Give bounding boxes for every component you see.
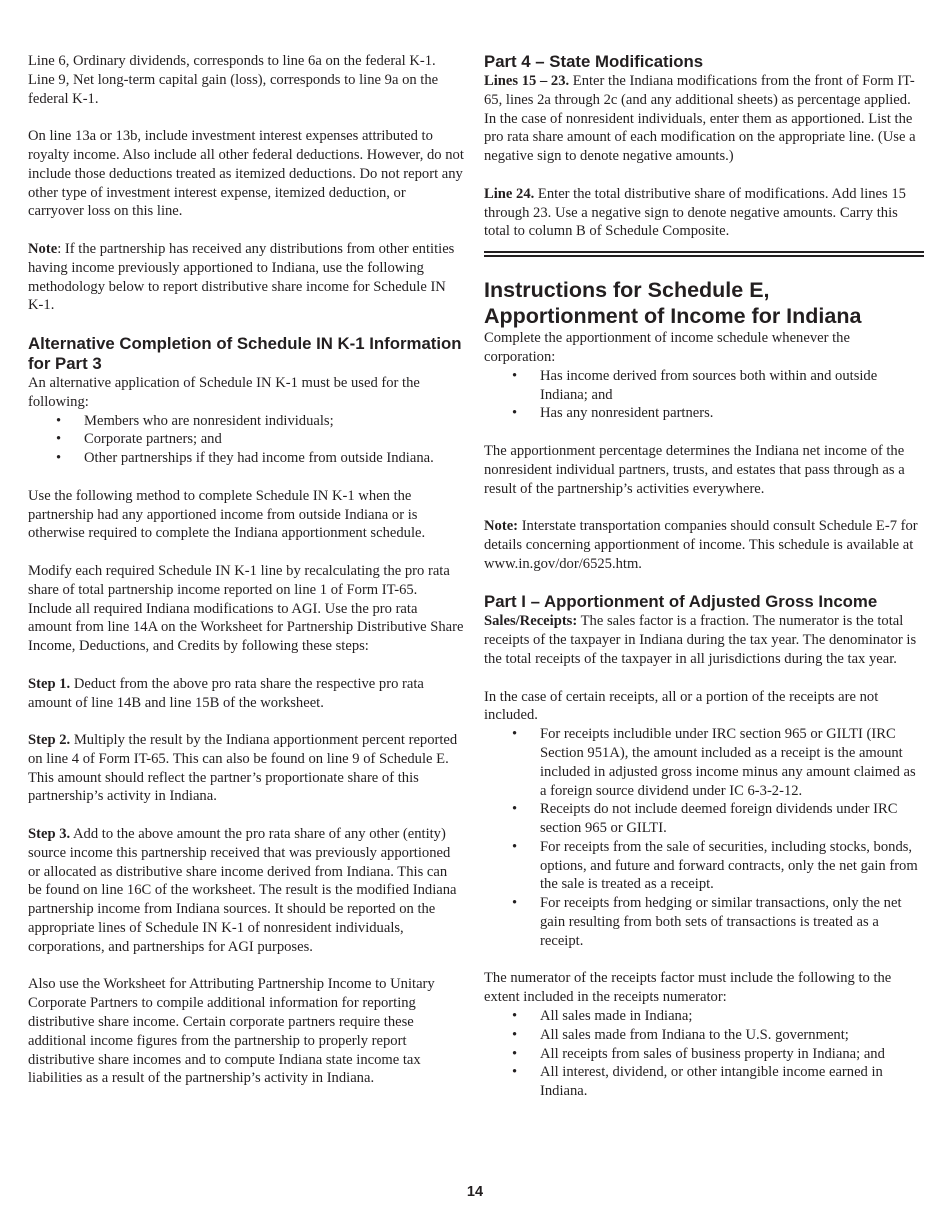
sales-receipts-text: The sales factor is a fraction. The numerator is the total receipts of the taxpayer in Indiana during the tax year. The denominator is the total receipts of the taxpayer in all jurisdictions during the tax year. [484, 613, 917, 667]
schedule-e-list [484, 367, 924, 423]
paragraph-apportionment-percentage: The apportionment percentage determines the Indiana net income of the nonresident individual partners, trusts, and estates that pass through as a result of the partnership’s activities everywhere. [484, 442, 905, 497]
schedule-e-heading-line-2: Apportionment of Income for Indiana [484, 304, 862, 329]
paragraph-k1-lines: Line 6, Ordinary dividends, corresponds to line 6a on the federal K-1. Line 9, Net long-term capital gain (loss), corresponds to line 9a on the federal K-1. [28, 53, 439, 107]
page-number: 14 [466, 1184, 484, 1200]
step-1-paragraph [28, 675, 464, 713]
numerator-list [484, 1007, 924, 1101]
alternative-list [28, 412, 464, 468]
list-item: • Receipts do not include deemed foreign dividends under IRC section 965 or GILTI. [484, 800, 924, 838]
step-2-label: Step 2. [28, 732, 71, 749]
line-24-label: Line 24. [484, 185, 535, 202]
schedule-e-intro: Complete the apportionment of income schedule whenever the corporation: [484, 330, 850, 365]
section-divider [484, 251, 924, 257]
line-24-paragraph [484, 185, 924, 241]
list-item: • All interest, dividend, or other intangible income earned in Indiana. [484, 1063, 924, 1101]
list-item: • For receipts includible under IRC section 965 or GILTI (IRC Section 951A), the amount included as a receipt is the amount included in adjusted gross income minus any amount claimed as a foreign source dividend under IC 6-3-2-12. [484, 725, 924, 800]
list-item: • Has any nonresident partners. [484, 404, 924, 423]
alternative-intro: An alternative application of Schedule IN K-1 must be used for the following: [28, 374, 420, 410]
step-3-text: Add to the above amount the pro rata share of any other (entity) source income this partnership received that was previously apportioned or allocated as distributive share income derived from Indiana. This can be found on line 16C of the worksheet. The result is the modified Indiana partnership income from Indiana sources. It should be reported on the appropriate lines of Schedule IN K-1 of nonresident individuals, corporations, and partnerships for AGI purposes. [28, 826, 457, 955]
note-label: Note [28, 240, 58, 257]
paragraph-also-use: Also use the Worksheet for Attributing Partnership Income to Unitary Corporate Partners to compile additional information for reporting distributive share income. Certain corporate partners require these additional income figures from the partnership to properly report distributive share incomes and to compute Indiana state income tax liabilities as a result of the partnership’s activity in Indiana. [28, 976, 435, 1087]
step-2-paragraph [28, 731, 464, 806]
note-paragraph-interstate [484, 517, 924, 573]
list-item: • All sales made in Indiana; [484, 1007, 924, 1026]
step-1-label: Step 1. [28, 675, 71, 692]
list-item: • For receipts from hedging or similar transactions, only the net gain resulting from both sets of transactions is treated as a receipt. [484, 894, 924, 950]
list-item: • Corporate partners; and [28, 430, 464, 449]
list-item: • For receipts from the sale of securities, including stocks, bonds, options, and future and forward contracts, only the net gain from the sale is treated as a receipt. [484, 838, 924, 894]
line-24-text: Enter the total distributive share of modifications. Add lines 15 through 23. Use a negative sign to denote negative amounts. Carry this total to column B of Schedule Composite. [484, 185, 906, 240]
lines-15-23-text: Enter the Indiana modifications from the front of Form IT-65, lines 2a through 2c (and any additional sheets) as percentage applied. In the case of nonresident individuals, enter them as apportioned. List the pro rata share amount of each modification on the appropriate line. (Use a negative sign to denote negative amounts.) [484, 73, 916, 165]
right-column [484, 52, 924, 1101]
note-label: Note: [484, 518, 519, 535]
step-1-text: Deduct from the above pro rata share the respective pro rata amount of line 14B and line 15B of the worksheet. [28, 675, 424, 711]
lines-15-23-label: Lines 15 – 23. [484, 73, 570, 89]
part-4-heading: Part 4 – State Modifications [484, 52, 704, 71]
step-3-paragraph [28, 825, 464, 957]
paragraph-modify: Modify each required Schedule IN K-1 line by recalculating the pro rata share of total partnership income reported on line 1 of Form IT-65. Include all required Indiana modifications to AGI. Use the pro rata amount from line 14A on the Worksheet for Partnership Distributive Share Income, Deductions, and Credits by following these steps: [28, 562, 464, 655]
paragraph-line-13: On line 13a or 13b, include investment interest expenses attributed to royalty income. Also include all other federal deductions. However, do not include those deductions treated as itemized deductions. Do not report any other type of investment interest expense, itemized deduction, or carryover loss on this line. [28, 128, 464, 220]
left-column [28, 52, 464, 1088]
step-3-label: Step 3. [28, 826, 71, 843]
sales-receipts-paragraph [484, 612, 924, 668]
lines-15-23-paragraph [484, 72, 924, 166]
note-paragraph [28, 240, 464, 315]
part-1-heading: Part I – Apportionment of Adjusted Gross Income [484, 592, 878, 612]
list-item: • Has income derived from sources both within and outside Indiana; and [484, 367, 924, 405]
list-item: • All receipts from sales of business property in Indiana; and [484, 1045, 924, 1064]
note-text: Interstate transportation companies should consult Schedule E-7 for details concerning apportionment of income. This schedule is available at www.in.gov/dor/6525.htm. [484, 518, 918, 572]
paragraph-certain-receipts: In the case of certain receipts, all or a portion of the receipts are not included. [484, 688, 879, 724]
note-text: : If the partnership has received any distributions from other entities having income previously apportioned to Indiana, use the following methodology below to report distributive share income for Schedule IN K-1. [28, 240, 455, 314]
list-item: • All sales made from Indiana to the U.S. government; [484, 1026, 924, 1045]
alternative-completion-heading: Alternative Completion of Schedule IN K-1 Information for Part 3 [28, 333, 462, 373]
receipts-list [484, 725, 924, 951]
schedule-e-heading-line-1: Instructions for Schedule E, [484, 278, 770, 303]
schedule-e-heading [484, 277, 924, 329]
list-item: • Members who are nonresident individuals; [28, 412, 464, 431]
sales-receipts-label: Sales/Receipts: [484, 613, 578, 630]
step-2-text: Multiply the result by the Indiana apportionment percent reported on line 4 of Form IT-65. This can also be found on line 9 of Schedule E. This amount should reflect the partner’s proportionate share of this partnership’s activity in Indiana. [28, 732, 458, 805]
list-item: • Other partnerships if they had income from outside Indiana. [28, 449, 464, 468]
paragraph-numerator: The numerator of the receipts factor must include the following to the extent included in the receipts numerator: [484, 970, 892, 1006]
paragraph-method: Use the following method to complete Schedule IN K-1 when the partnership had any apportioned income from outside Indiana or is otherwise required to complete the Indiana apportionment schedule. [28, 487, 426, 542]
